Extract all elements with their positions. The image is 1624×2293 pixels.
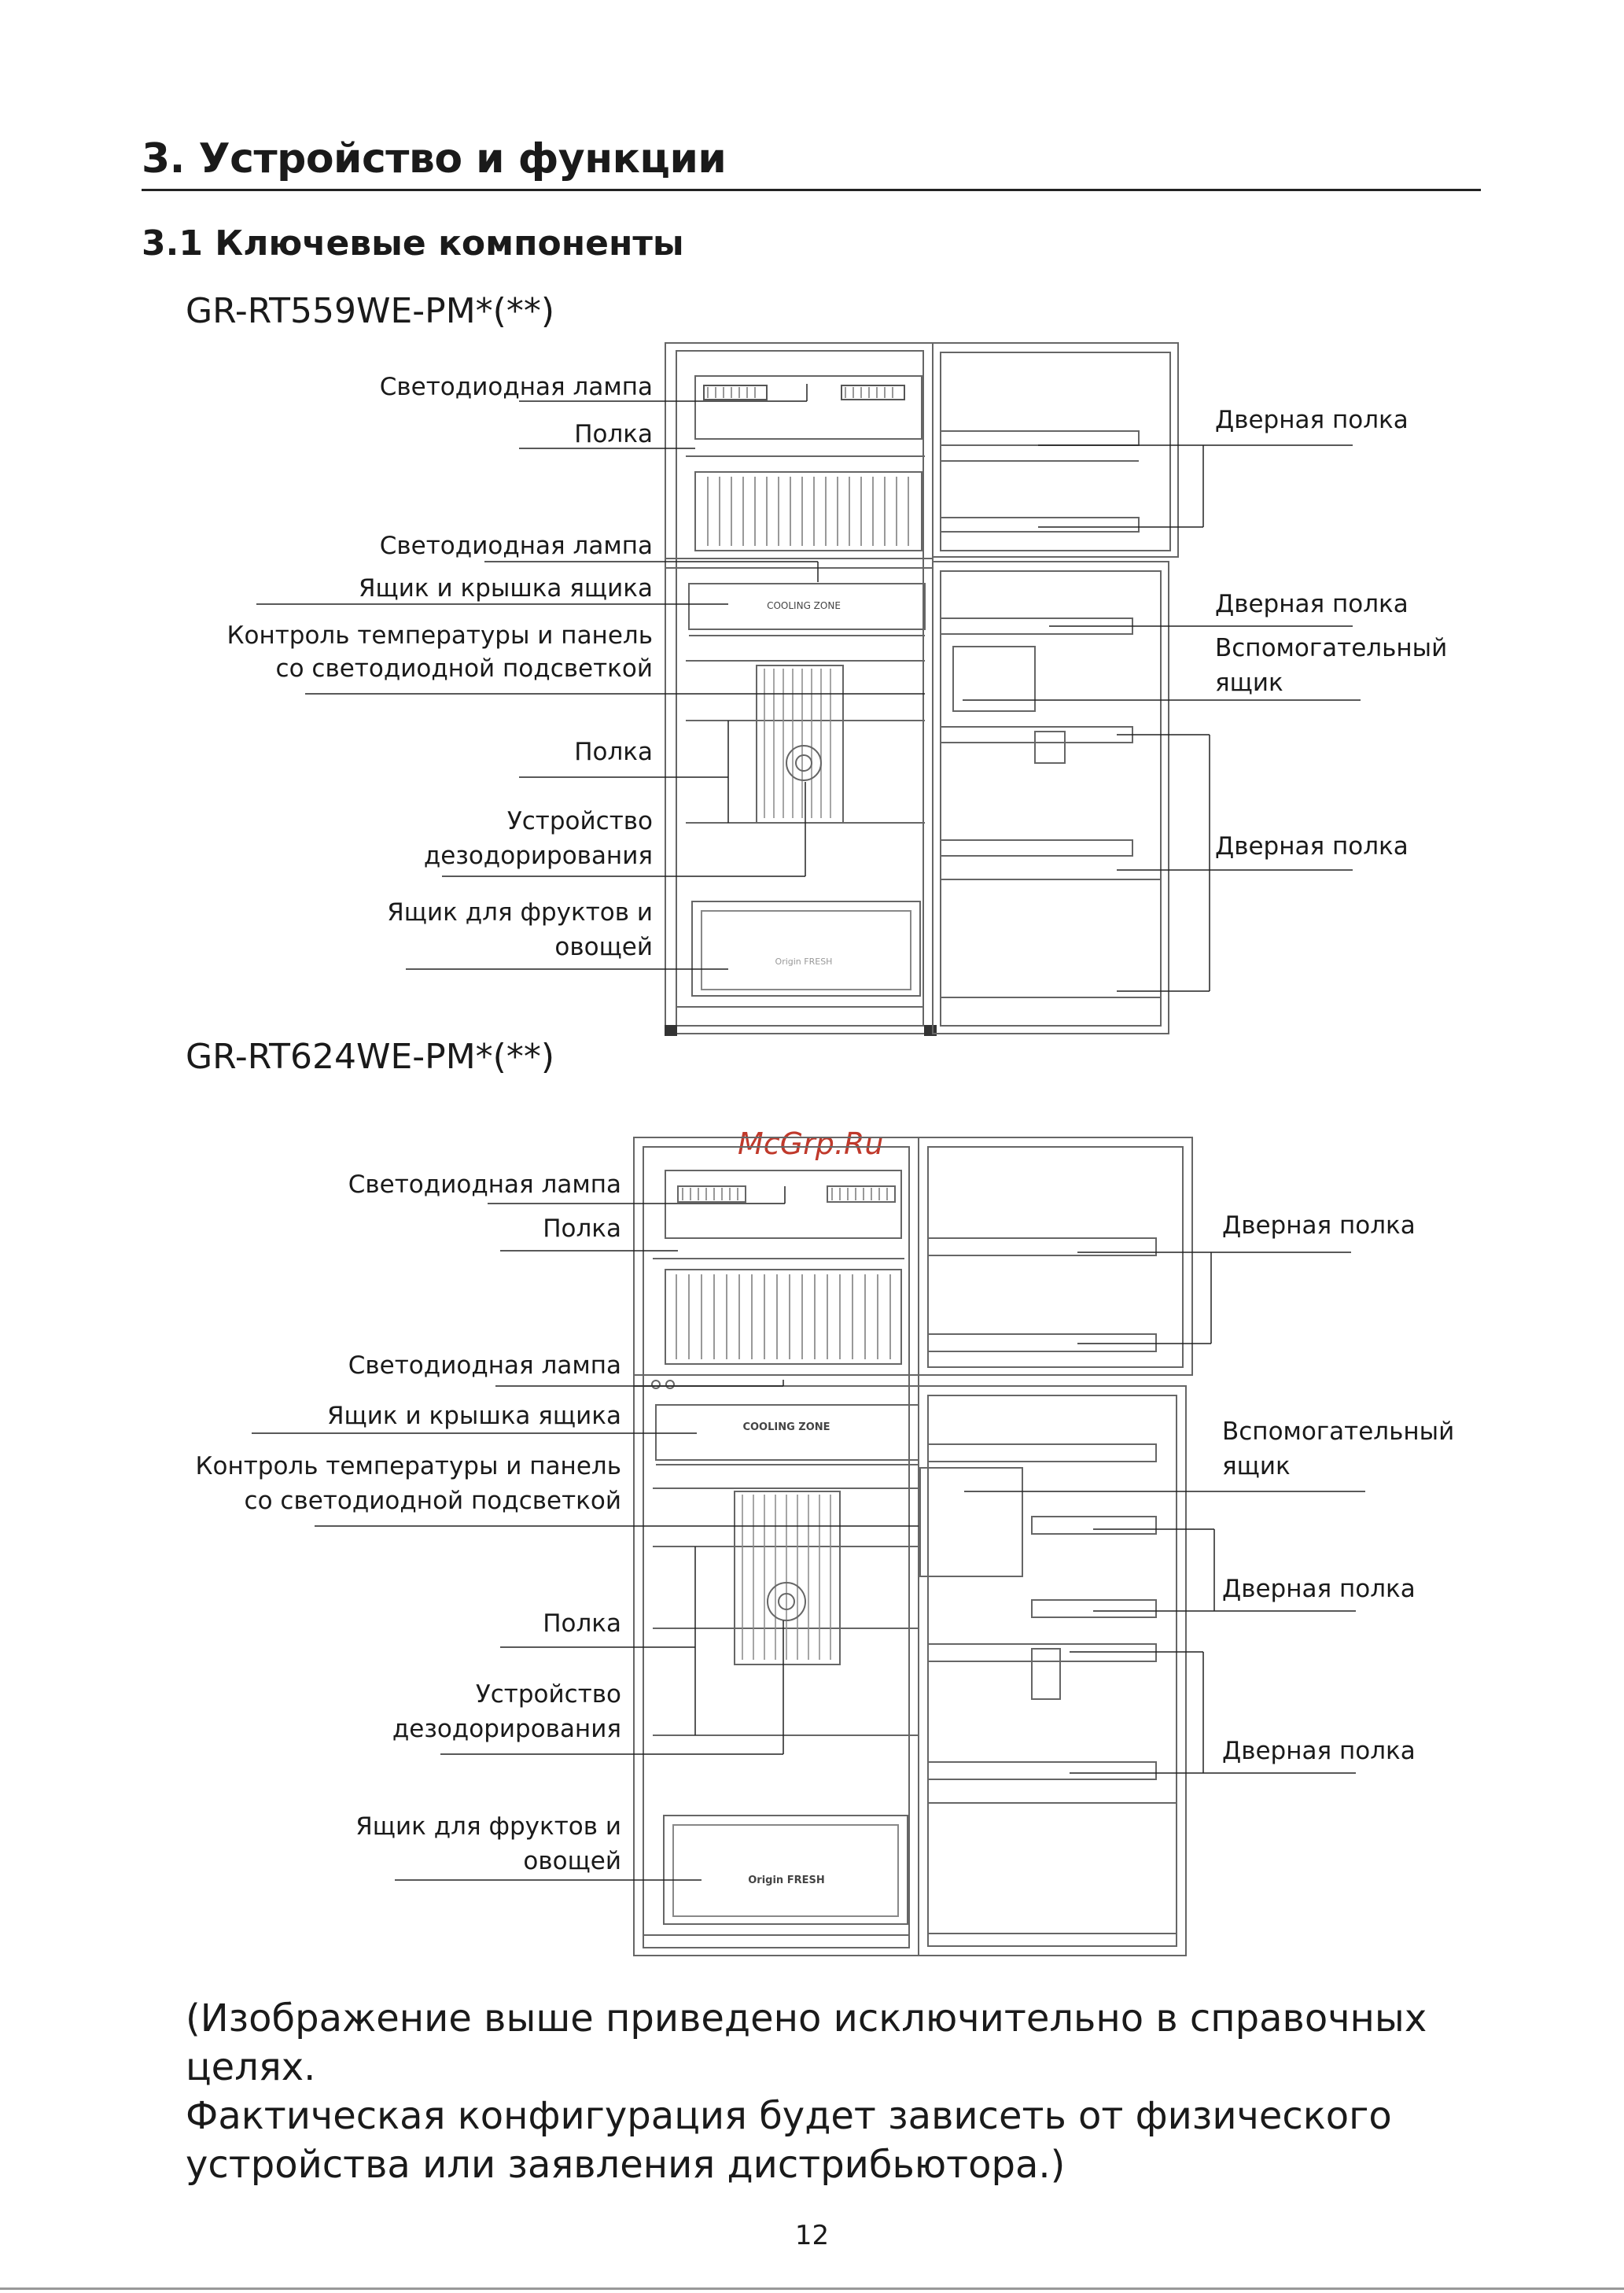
bottom-rule — [0, 2287, 1624, 2290]
watermark: McGrp.Ru — [738, 1126, 884, 1161]
label-shelf-4: Полка — [543, 1609, 621, 1638]
label-led-lamp-1: Светодиодная лампа — [379, 373, 653, 401]
note-line-3: устройства или заявления дистрибьютора.) — [186, 2143, 1066, 2187]
label-shelf-1: Полка — [574, 420, 653, 448]
label-door-shelf-6: Дверная полка — [1222, 1737, 1416, 1765]
origin-fresh-text-1: Origin FRESH — [775, 957, 833, 967]
label-temp-control-b: со светодиодной подсветкой — [275, 654, 653, 683]
label-led-lamp-2: Светодиодная лампа — [379, 532, 653, 560]
label-deodorizer-b: дезодорирования — [423, 842, 653, 870]
origin-fresh-text-2: Origin FRESH — [748, 1875, 825, 1886]
label-door-shelf-5: Дверная полка — [1222, 1575, 1416, 1603]
label-shelf-3: Полка — [543, 1215, 621, 1243]
label-door-shelf-2: Дверная полка — [1215, 590, 1409, 618]
label-door-shelf-4: Дверная полка — [1222, 1211, 1416, 1240]
label-deodorizer-a: Устройство — [506, 807, 653, 835]
label-door-shelf-1: Дверная полка — [1215, 406, 1409, 434]
label-door-shelf-3: Дверная полка — [1215, 832, 1409, 861]
cooling-zone-text-2: COOLING ZONE — [742, 1421, 830, 1433]
label-fruit-drawer-b: овощей — [554, 933, 653, 961]
label-aux-box-2b: ящик — [1222, 1452, 1291, 1480]
fridge-2-drawing — [634, 1137, 1192, 1956]
label-temp-control-2b: со светодиодной подсветкой — [244, 1487, 621, 1515]
label-fruit-drawer-2a: Ящик для фруктов и — [355, 1812, 621, 1841]
page-number: 12 — [794, 2220, 830, 2251]
note-line-2: Фактическая конфигурация будет зависеть от физического — [186, 2094, 1392, 2138]
label-led-lamp-3: Светодиодная лампа — [348, 1170, 621, 1199]
model-name-1: GR-RT559WE-PM*(**) — [186, 291, 555, 331]
model-name-2: GR-RT624WE-PM*(**) — [186, 1037, 555, 1077]
label-temp-control-2a: Контроль температуры и панель — [195, 1452, 621, 1480]
label-led-lamp-4: Светодиодная лампа — [348, 1351, 621, 1380]
label-fruit-drawer-2b: овощей — [523, 1847, 621, 1875]
label-drawer-lid-2: Ящик и крышка ящика — [327, 1402, 621, 1430]
label-fruit-drawer-a: Ящик для фруктов и — [387, 898, 653, 927]
label-shelf-2: Полка — [574, 738, 653, 766]
label-temp-control-a: Контроль температуры и панель — [226, 621, 653, 650]
label-drawer-lid: Ящик и крышка ящика — [359, 574, 653, 603]
label-deodorizer-2b: дезодорирования — [392, 1715, 621, 1743]
fridge-1-drawing — [665, 343, 1178, 1035]
note-line-1: (Изображение выше приведено исключительно в справочных целях. — [186, 1996, 1427, 2089]
label-aux-box-b: ящик — [1215, 669, 1283, 697]
disclaimer-note — [186, 1994, 1523, 2189]
section-title: 3. Устройство и функции — [142, 135, 727, 182]
cooling-zone-text-1: COOLING ZONE — [767, 600, 841, 611]
subsection-title: 3.1 Ключевые компоненты — [142, 223, 684, 264]
label-aux-box-a: Вспомогательный — [1215, 634, 1448, 662]
label-aux-box-2a: Вспомогательный — [1222, 1417, 1455, 1446]
label-deodorizer-2a: Устройство — [475, 1680, 621, 1709]
